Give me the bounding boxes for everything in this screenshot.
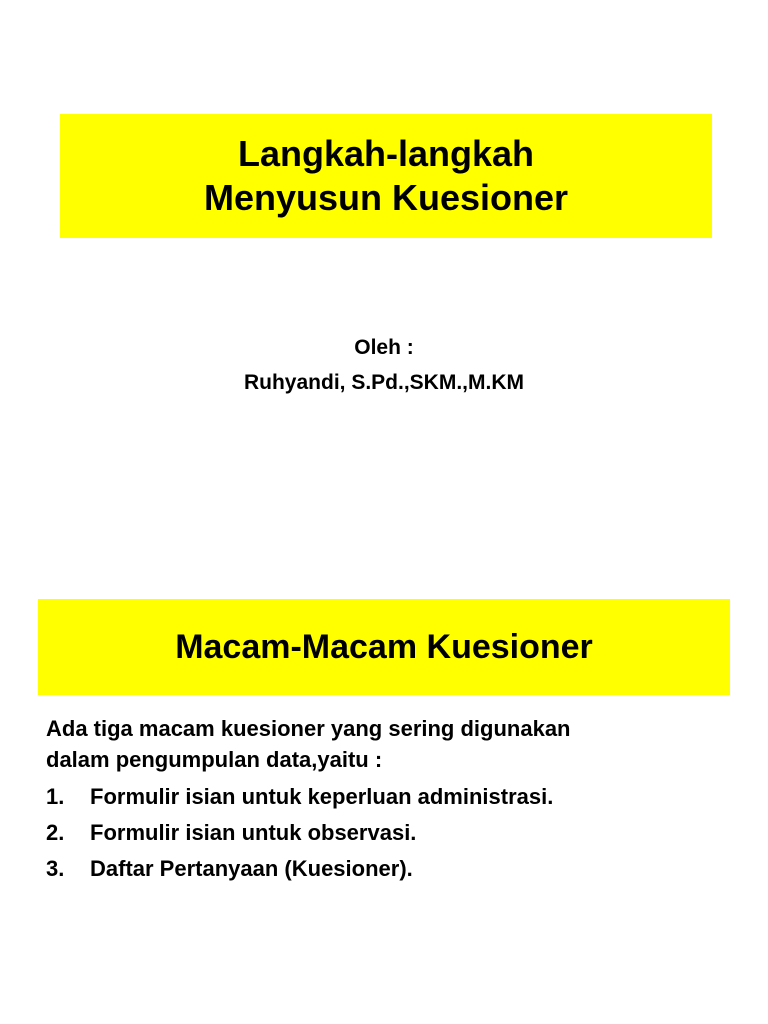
author-prefix: Oleh :: [354, 336, 414, 359]
author-block: [0, 330, 768, 400]
list-item-text: Daftar Pertanyaan (Kuesioner).: [90, 856, 413, 881]
list-item-number: 1.: [46, 784, 65, 809]
slide-2-title-box: [38, 599, 730, 695]
slide-2-body: [46, 713, 726, 889]
intro-paragraph: [46, 713, 726, 775]
list-item-text: Formulir isian untuk observasi.: [90, 820, 417, 845]
slide-1-title-line-1: Langkah-langkah: [237, 133, 535, 174]
slide-1-title-line-2: Menyusun Kuesioner: [203, 177, 569, 218]
list-item-number: 2.: [46, 820, 65, 845]
list-item-text: Formulir isian untuk keperluan administrasi.: [90, 784, 554, 809]
intro-line-2: dalam pengumpulan data,yaitu :: [46, 747, 383, 772]
author-name: Ruhyandi, S.Pd.,SKM.,M.KM: [243, 371, 524, 394]
questionnaire-type-list: [46, 781, 726, 884]
list-item: [46, 853, 726, 884]
list-item: [46, 817, 726, 848]
intro-line-1: Ada tiga macam kuesioner yang sering digunakan: [46, 716, 571, 741]
list-item-number: 3.: [46, 856, 65, 881]
slide-1-title-box: [60, 114, 712, 238]
slide-2: [0, 512, 768, 1024]
slide-2-title: Macam-Macam Kuesioner: [175, 628, 593, 666]
list-item: [46, 781, 726, 812]
